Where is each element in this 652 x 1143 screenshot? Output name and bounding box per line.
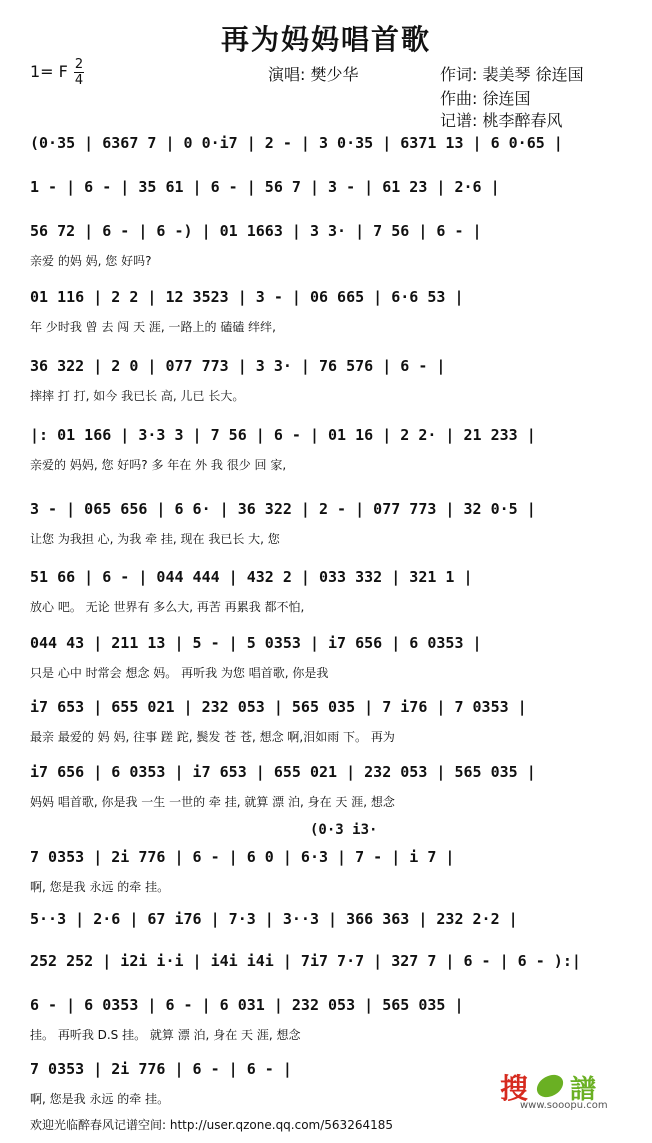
lyric-line: 挂。 再听我 D.S 挂。 就算 漂 泊, 身在 天 涯, 想念	[30, 1028, 301, 1042]
lyric-line: 让您 为我担 心, 为我 牵 挂, 现在 我已长 大, 您	[30, 532, 280, 546]
lyric-line: 亲爱的 妈妈, 您 好吗? 多 年在 外 我 很少 回 家,	[30, 458, 287, 472]
lyric-line: 年 少时我 曾 去 闯 天 涯, 一路上的 磕磕 绊绊,	[30, 320, 276, 334]
key-signature: 1= F	[30, 62, 68, 81]
footer-text: 欢迎光临醉春风记谱空间: http://user.qzone.qq.com/563264185	[30, 1118, 394, 1132]
notation-line: 1 - | 6 - | 35 61 | 6 - | 56 7 | 3 - | 61 23 | 2·6 |	[30, 178, 500, 196]
lyric-line: 放心 吧。 无论 世界有 多么大, 再苦 再累我 都不怕,	[30, 600, 305, 614]
svg-text:譜: 譜	[570, 1075, 597, 1105]
lyric-line: 摔摔 打 打, 如今 我已长 高, 儿已 长大。	[30, 389, 245, 403]
time-sig-top: 2	[74, 57, 84, 72]
lyric-line: 啊, 您是我 永远 的牵 挂。	[30, 880, 170, 894]
song-title: 再为妈妈唱首歌	[220, 23, 431, 56]
notation-line: 5··3 | 2·6 | 67 i76 | 7·3 | 3··3 | 366 363 | 232 2·2 |	[30, 910, 518, 928]
notation-line: 252 252 | i2i i·i | i4i i4i | 7i7 7·7 | 327 7 | 6 - | 6 - ):|	[30, 952, 581, 970]
notation-line: 6 - | 6 0353 | 6 - | 6 031 | 232 053 | 565 035 |	[30, 996, 464, 1014]
notation-line: 7 0353 | 2i 776 | 6 - | 6 - |	[30, 1060, 292, 1078]
notation-line: (0·35 | 6367 7 | 0 0·i7 | 2 - | 3 0·35 | 6371 13 | 6 0·65 |	[30, 134, 563, 152]
lyric-line: 啊, 您是我 永远 的牵 挂。	[30, 1092, 170, 1106]
lyric-line: 亲爱 的妈 妈, 您 好吗?	[30, 254, 152, 268]
notation-line: i7 653 | 655 021 | 232 053 | 565 035 | 7 i76 | 7 0353 |	[30, 698, 527, 716]
time-signature	[74, 58, 84, 87]
notation-line: 36 322 | 2 0 | 077 773 | 3 3· | 76 576 | 6 - |	[30, 357, 446, 375]
time-sig-bottom: 4	[74, 73, 84, 88]
notation-line: 51 66 | 6 - | 044 444 | 432 2 | 033 332 | 321 1 |	[30, 568, 473, 586]
lyricist-credit: 作词: 裴美琴 徐连国	[440, 65, 584, 84]
transcriber-credit: 记谱: 桃李醉春风	[440, 111, 563, 130]
notation-line: 7 0353 | 2i 776 | 6 - | 6 0 | 6·3 | 7 - | i 7 |	[30, 848, 455, 866]
logo-url: www.sooopu.com	[520, 1100, 608, 1111]
lyric-line: 妈妈 唱首歌, 你是我 一生 一世的 牵 挂, 就算 漂 泊, 身在 天 涯, 想念	[30, 795, 395, 809]
notation-line: 01 116 | 2 2 | 12 3523 | 3 - | 06 665 | 6·6 53 |	[30, 288, 464, 306]
composer-credit: 作曲: 徐连国	[440, 89, 531, 108]
notation-line: 3 - | 065 656 | 6 6· | 36 322 | 2 - | 077 773 | 32 0·5 |	[30, 500, 536, 518]
notation-line: (0·3 i3·	[310, 822, 378, 838]
svg-text:搜: 搜	[500, 1072, 529, 1105]
lyric-line: 最亲 最爱的 妈 妈, 往事 蹉 跎, 鬓发 苍 苍, 想念 啊,泪如雨 下。 再为	[30, 730, 395, 744]
singer-credit: 演唱: 樊少华	[268, 65, 359, 84]
notation-line: 56 72 | 6 - | 6 -) | 01 1663 | 3 3· | 7 56 | 6 - |	[30, 222, 482, 240]
lyric-line: 只是 心中 时常会 想念 妈。 再听我 为您 唱首歌, 你是我	[30, 666, 329, 680]
notation-line: i7 656 | 6 0353 | i7 653 | 655 021 | 232 053 | 565 035 |	[30, 763, 536, 781]
notation-line: 044 43 | 211 13 | 5 - | 5 0353 | i7 656 | 6 0353 |	[30, 634, 482, 652]
notation-line: |: 01 166 | 3·3 3 | 7 56 | 6 - | 01 16 | 2 2· | 21 233 |	[30, 426, 536, 444]
